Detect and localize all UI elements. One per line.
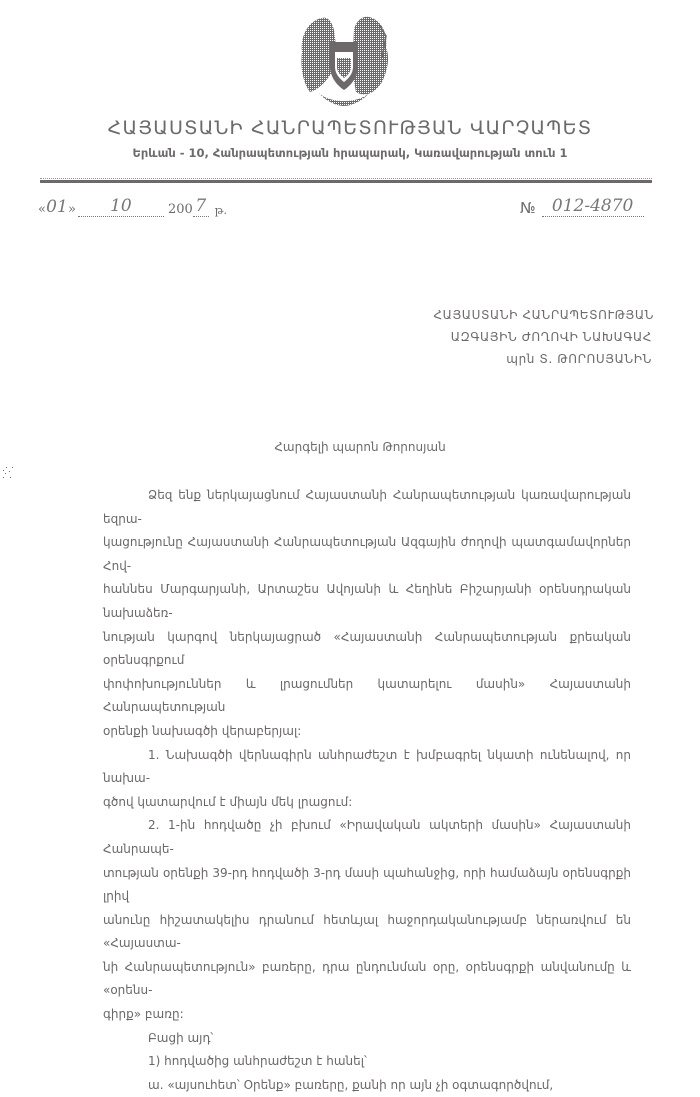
body-line: կացությունը Հայաստանի Հանրապետության Ազգային ժողովի պատգամավորներ Հով-: [103, 535, 631, 573]
date-month: 10: [78, 196, 164, 217]
body-line: 1. Նախագծի վերնագիրն անհրաժեշտ է խմբագրել նկատի ունենալով, որ նախա-: [103, 747, 631, 786]
reference-number-line: [520, 196, 644, 217]
reference-number: 012-4870: [542, 196, 644, 217]
recipient-line-1: ՀԱՅԱՍՏԱՆԻ ՀԱՆՐԱՊԵՏՈՒԹՅԱՆ: [433, 308, 654, 322]
body-line: փոփոխություններ և լրացումներ կատարելու մասին» Հայաստանի Հանրապետության: [103, 676, 631, 715]
date-year-abbr: թ.: [214, 204, 227, 217]
salutation: Հարգելի պարոն Թորոսյան: [274, 440, 446, 454]
reference-label: №: [520, 199, 536, 217]
letter-body: [103, 484, 631, 1097]
date-close-quote: »: [67, 202, 76, 217]
date-day: 01: [46, 197, 68, 217]
scan-speckle: [2, 467, 16, 481]
recipient-line-2: ԱԶԳԱՅԻՆ ԺՈՂՈՎԻ ՆԱԽԱԳԱՀ: [450, 330, 652, 344]
body-line: հաննես Մարգարյանի, Արտաշես Ավոյանի և Հեղինե Բիշարյանի օրենսդրական նախաձեռ-: [103, 582, 631, 620]
date-open-quote: «: [38, 202, 46, 217]
body-line: գիրք» բառը:: [103, 1007, 184, 1022]
body-line: անունը հիշատակելիս դրանում հետևյալ հաջորդականությամբ ներառվում են «Հայաստա-: [103, 912, 631, 951]
body-line: օրենքի նախագծի վերաբերյալ:: [103, 723, 302, 738]
body-line: 2. 1-ին հոդվածը չի բխում «Իրավական ակտերի մասին» Հայաստանի Հանրապե-: [103, 818, 631, 856]
letterhead-title: ՀԱՅԱՍՏԱՆԻ ՀԱՆՐԱՊԵՏՈՒԹՅԱՆ ՎԱՐՉԱՊԵՏ: [107, 117, 593, 139]
body-line: գծով կատարվում է միայն մեկ լրացում:: [103, 794, 353, 809]
recipient-line-3: պրն Տ. ԹՈՐՈՍՅԱՆԻՆ: [506, 352, 652, 366]
header-divider: [40, 180, 652, 183]
date-year-suffix: 7: [193, 196, 209, 217]
letterhead-address: Երևան - 10, Հանրապետության հրապարակ, Կառավարության տուն 1: [132, 146, 568, 160]
body-line: ա. «այսուհետ՝ Օրենք» բառերը, քանի որ այն չի օգտագործվում,: [148, 1077, 554, 1092]
date-year-prefix: 200: [167, 202, 193, 217]
body-line: նության կարգով ներկայացրած «Հայաստանի Հանրապետության քրեական օրենսգրքում: [103, 629, 631, 668]
coat-of-arms-emblem: [294, 12, 394, 108]
recipient-block: [350, 304, 654, 370]
body-line: Բացի այդ՝: [148, 1030, 214, 1045]
body-line: նի Հանրապետություն» բառերը, դրա ընդունման օրը, օրենսգրքի անվանումը և «օրենս-: [103, 959, 631, 998]
date-line: [38, 196, 227, 217]
body-line: 1) հոդվածից անհրաժեշտ է հանել՝: [148, 1054, 367, 1069]
body-line: Ձեզ ենք ներկայացնում Հայաստանի Հանրապետության կառավարության եզրա-: [103, 488, 631, 526]
body-line: տության օրենքի 39-րդ հոդվածի 3-րդ մասի պահանջից, որի համաձայն օրենսգրքի լրիվ: [103, 865, 631, 904]
